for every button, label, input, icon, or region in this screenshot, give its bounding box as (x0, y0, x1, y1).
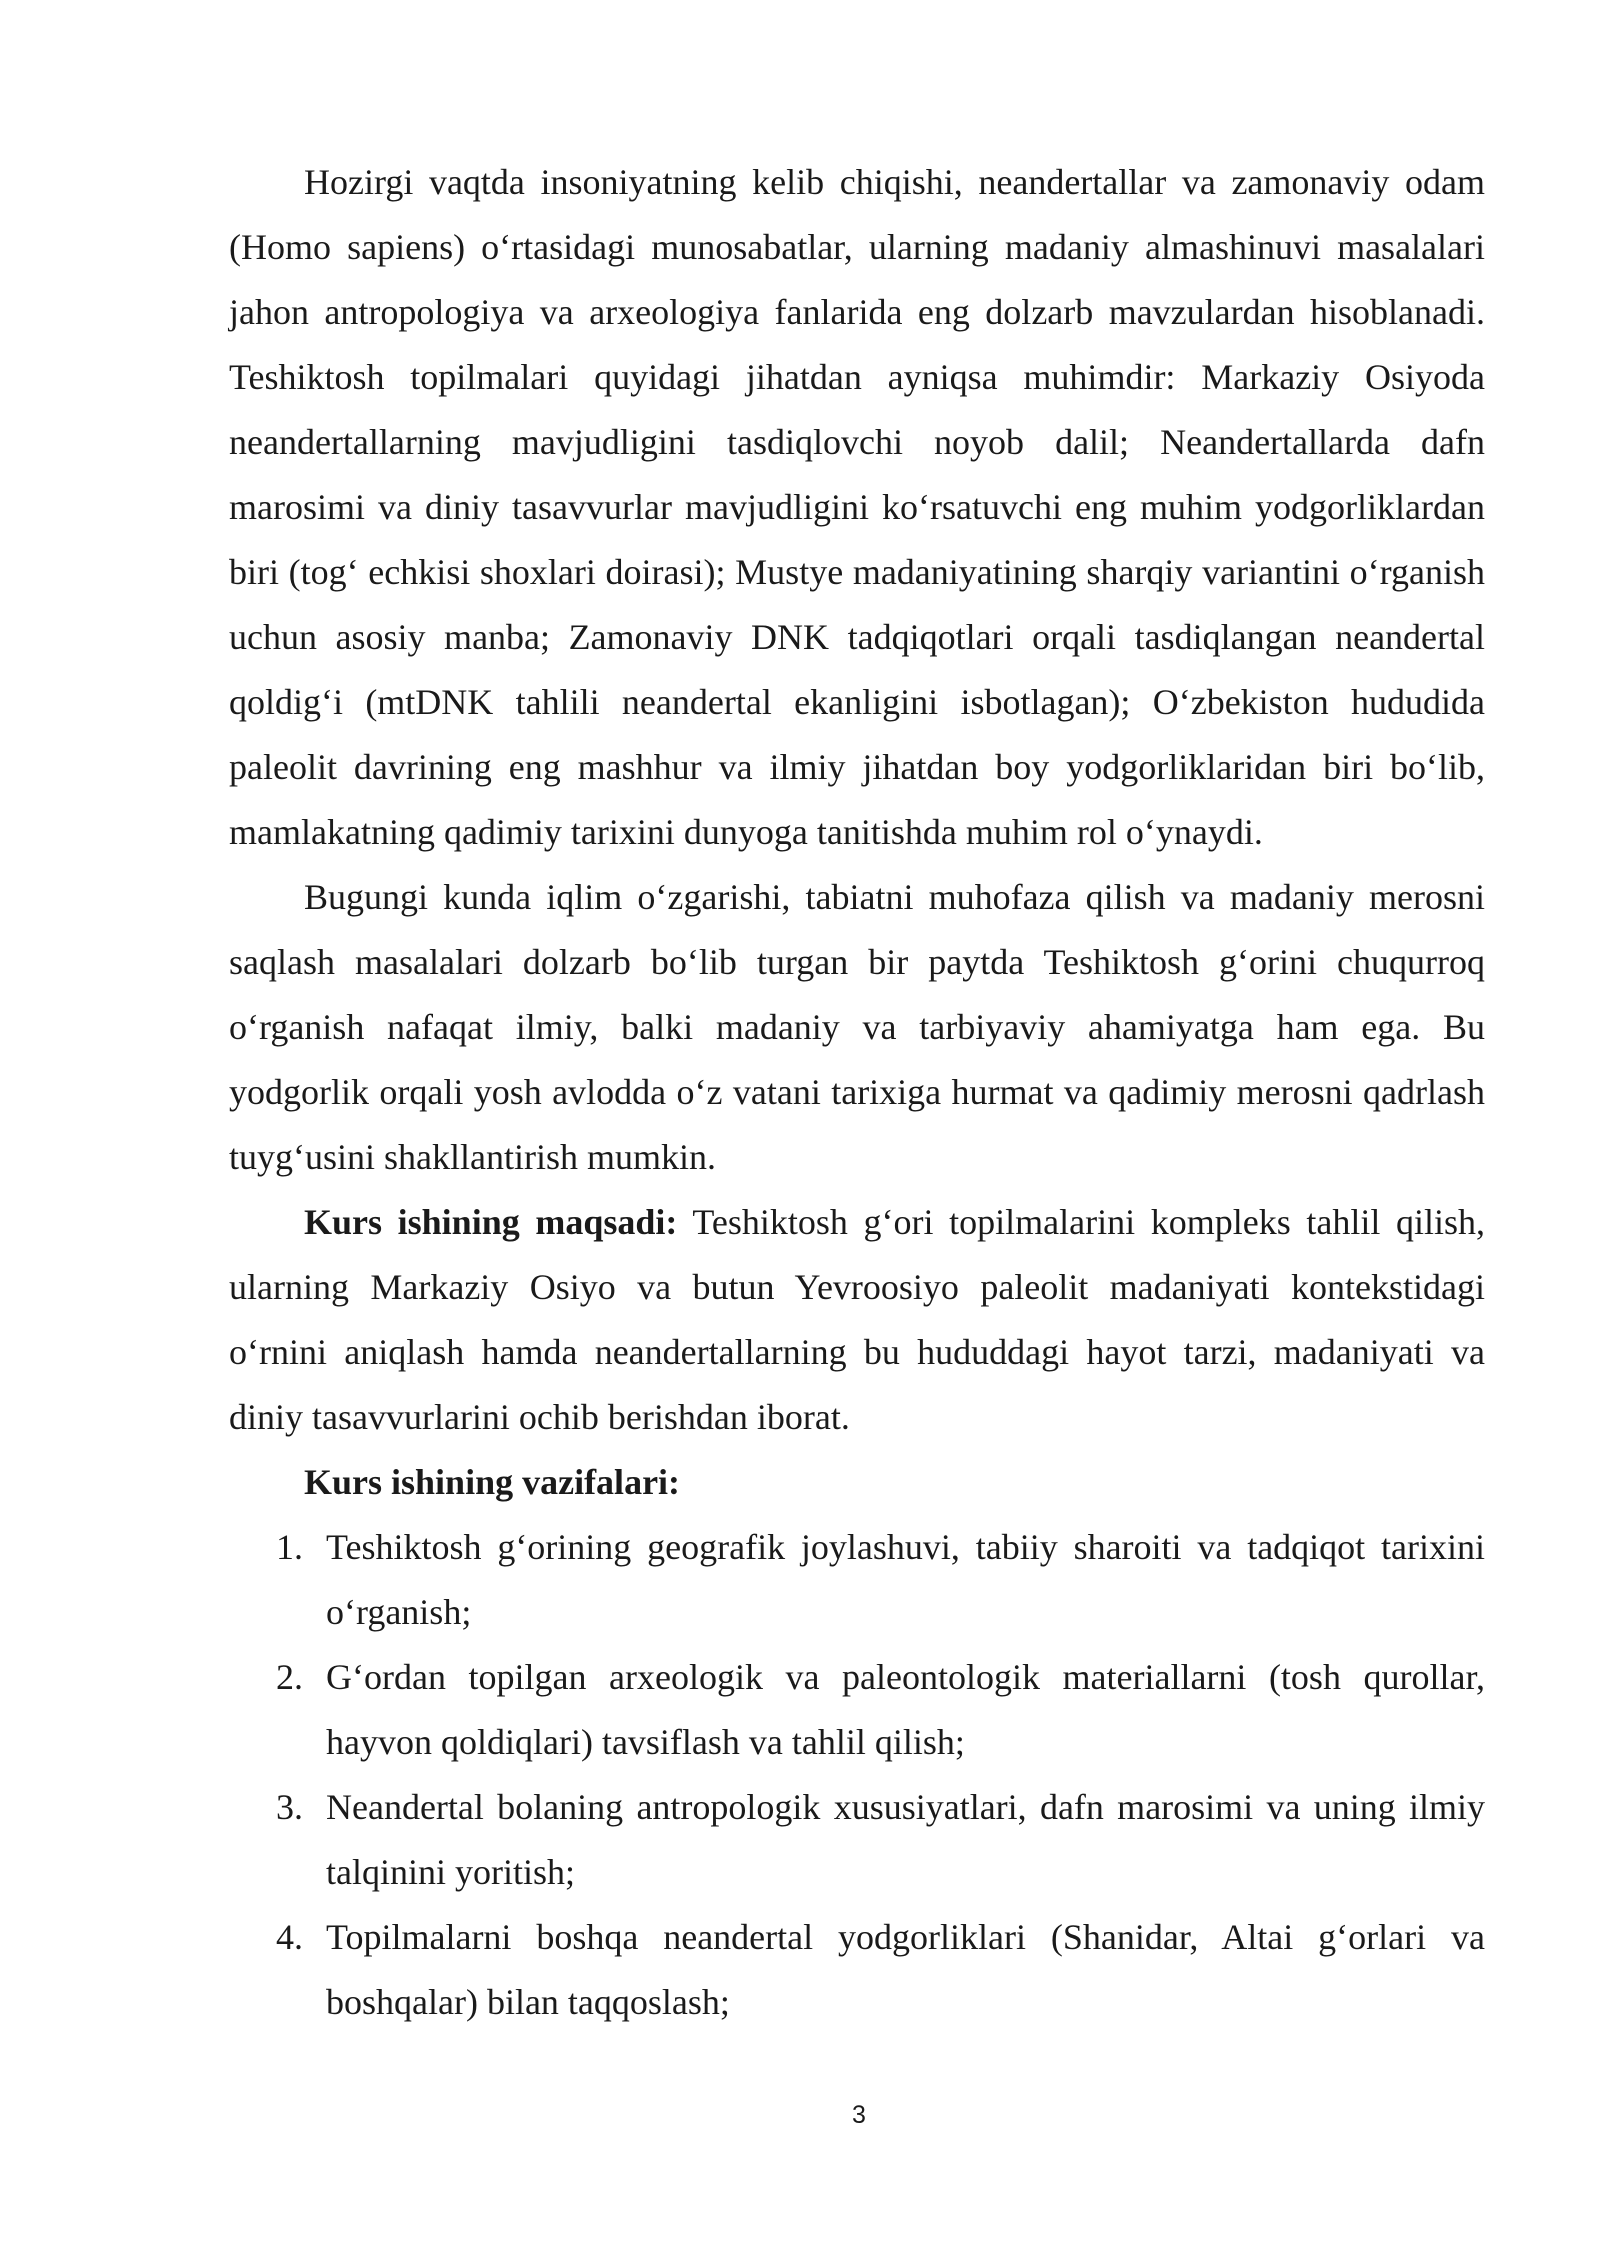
tasks-heading: Kurs ishining vazifalari: (304, 1462, 681, 1502)
list-item-number: 3. (276, 1787, 303, 1827)
document-page (229, 150, 1485, 2035)
list-item (229, 1775, 1485, 1905)
list-item-text: G‘ordan topilgan arxeologik va paleontologik materiallarni (tosh qurollar, hayvon qoldiqlari) tavsiflash va tahlil qilish; (326, 1657, 1485, 1762)
list-item-number: 1. (276, 1527, 303, 1567)
paragraph-goal (229, 1190, 1485, 1450)
list-item (229, 1515, 1485, 1645)
tasks-list (229, 1515, 1485, 2035)
list-item (229, 1645, 1485, 1775)
paragraph-relevance: Bugungi kunda iqlim o‘zgarishi, tabiatni muhofaza qilish va madaniy merosni saqlash masalalari dolzarb bo‘lib turgan bir paytda Teshiktosh g‘orini chuqurroq o‘rganish nafaqat ilmiy, balki madaniy va tarbiyaviy ahamiyatga ham ega. Bu yodgorlik orqali yosh avlodda o‘z vatani tarixiga hurmat va qadimiy merosni qadrlash tuyg‘usini shakllantirish mumkin. (229, 877, 1485, 1177)
goal-label: Kurs ishining maqsadi: (304, 1202, 678, 1242)
goal-text: Teshiktosh g‘ori topilmalarini kompleks tahlil qilish, ularning Markaziy Osiyo va butun Yevroosiyo paleolit madaniyati kontekstidagi o‘rnini aniqlash hamda neandertallarning bu hududdagi hayot tarzi, madaniyati va diniy tasavvurlarini ochib berishdan iborat. (229, 1202, 1485, 1437)
list-item-text: Teshiktosh g‘orining geografik joylashuvi, tabiiy sharoiti va tadqiqot tarixini o‘rganish; (326, 1527, 1485, 1632)
paragraph-intro: Hozirgi vaqtda insoniyatning kelib chiqishi, neandertallar va zamonaviy odam (Homo sapiens) o‘rtasidagi munosabatlar, ularning madaniy almashinuvi masalalari jahon antropologiya va arxeologiya fanlarida eng dolzarb mavzulardan hisoblanadi. Teshiktosh topilmalari quyidagi jihatdan ayniqsa muhimdir: Markaziy Osiyoda neandertallarning mavjudligini tasdiqlovchi noyob dalil; Neandertallarda dafn marosimi va diniy tasavvurlar mavjudligini ko‘rsatuvchi eng muhim yodgorliklardan biri (tog‘ echkisi shoxlari doirasi); Mustye madaniyatining sharqiy variantini o‘rganish uchun asosiy manba; Zamonaviy DNK tadqiqotlari orqali tasdiqlangan neandertal qoldig‘i (mtDNK tahlili neandertal ekanligini isbotlagan); O‘zbekiston hududida paleolit davrining eng mashhur va ilmiy jihatdan boy yodgorliklaridan biri bo‘lib, mamlakatning qadimiy tarixini dunyoga tanitishda muhim rol o‘ynaydi. (229, 162, 1485, 852)
page-number: 3 (852, 2101, 866, 2129)
list-item-text: Topilmalarni boshqa neandertal yodgorliklari (Shanidar, Altai g‘orlari va boshqalar) bilan taqqoslash; (326, 1917, 1485, 2022)
list-item-text: Neandertal bolaning antropologik xususiyatlari, dafn marosimi va uning ilmiy talqinini yoritish; (326, 1787, 1485, 1892)
list-item (229, 1905, 1485, 2035)
list-item-number: 4. (276, 1917, 303, 1957)
list-item-number: 2. (276, 1657, 303, 1697)
